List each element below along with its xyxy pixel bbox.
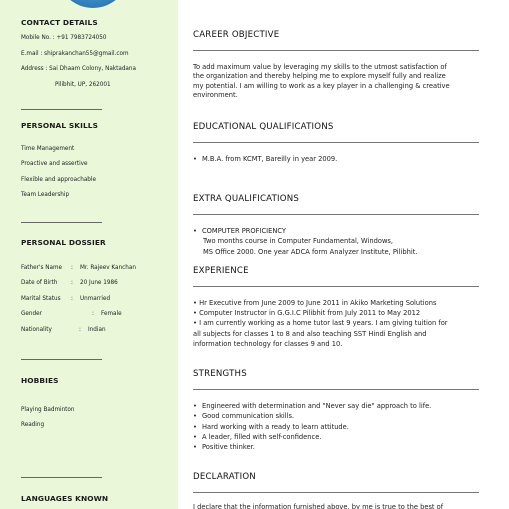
declaration-heading: DECLARATION — [193, 472, 256, 482]
strength-text: Engineered with determination and "Never say die" approach to life. — [202, 402, 432, 410]
hobby-item: Reading — [21, 422, 45, 429]
hobbies-heading: HOBBIES — [21, 376, 59, 385]
address-line-1: Address : Sai Dhaam Colony, Naktadana — [21, 66, 136, 72]
dossier-sep: : — [79, 326, 81, 333]
languages-heading: LANGUAGES KNOWN — [21, 494, 109, 503]
objective-line: To add maximum value by leveraging my skills to the utmost satisfaction of — [193, 63, 447, 71]
dossier-value: 20 June 1986 — [80, 280, 118, 287]
strengths-heading: STRENGTHS — [193, 369, 247, 379]
contact-details-section — [21, 18, 171, 93]
experience-continuation: information technology for classes 9 and 10. — [193, 339, 343, 348]
personal-skills-heading: PERSONAL SKILLS — [21, 121, 98, 130]
bullet: • — [193, 227, 197, 235]
bullet: • — [193, 299, 197, 307]
strengths-section — [193, 369, 483, 379]
career-objective-heading: CAREER OBJECTIVE — [193, 30, 280, 40]
dossier-key: Gender — [21, 311, 42, 318]
experience-item — [193, 298, 483, 308]
declaration-text — [193, 503, 483, 509]
career-objective-text — [193, 63, 483, 100]
bullet: • — [193, 432, 197, 441]
objective-line: the organization and thereby helping me to explore myself fully and realize — [193, 72, 446, 81]
bullet: • — [193, 412, 197, 421]
email-address: E.mail : shiprakanchan55@gmail.com — [21, 50, 129, 57]
address-line-2: Pilibhit, UP, 262001 — [55, 81, 111, 88]
education-section — [193, 122, 483, 132]
objective-line: environment. — [193, 90, 238, 99]
experience-continuation: all subjects for classes 1 to 8 and also teaching SST Hindi English and — [193, 329, 427, 338]
personal-skills-section — [21, 121, 171, 204]
extra-qualifications-section — [193, 194, 483, 204]
bullet: • — [193, 155, 197, 163]
skill-item: Team Leadership — [21, 192, 70, 199]
profile-photo — [57, 0, 129, 8]
bullet: • — [193, 309, 197, 318]
hobbies-section — [21, 376, 171, 434]
skill-item: Time Management — [21, 146, 75, 152]
experience-text: I am currently working as a home tutor last 9 years. I am giving tuition for — [199, 319, 448, 328]
strength-text: Positive thinker. — [202, 443, 255, 452]
personal-dossier-section — [21, 238, 171, 338]
sidebar — [0, 0, 178, 509]
extra-qualifications-heading: EXTRA QUALIFICATIONS — [193, 194, 300, 204]
declaration-line: I declare that the information furnished above, by me is true to the best of — [193, 503, 444, 509]
extra-sub-line: MS Office 2000. One year ADCA form Analyzer Institute, Pilibhit. — [203, 247, 418, 256]
objective-line: my potential. I am willing to work as a key player in a challenging & creative — [193, 81, 450, 90]
declaration-section — [193, 472, 483, 482]
contact-details-heading: CONTACT DETAILS — [21, 18, 98, 27]
strength-item — [193, 411, 483, 421]
hobby-item: Playing Badminton — [21, 407, 75, 413]
divider — [21, 359, 102, 360]
strengths-list — [193, 401, 483, 452]
divider — [21, 477, 102, 478]
bullet: • — [193, 402, 197, 410]
dossier-key: Marital Status — [21, 295, 61, 302]
experience-text: Hr Executive from June 2009 to June 2011 in Akiko Marketing Solutions — [199, 299, 437, 307]
dossier-row — [21, 307, 171, 322]
dossier-row — [21, 276, 171, 291]
education-heading: EDUCATIONAL QUALIFICATIONS — [193, 122, 334, 132]
extra-item-title: COMPUTER PROFICIENCY — [202, 227, 286, 235]
strength-text: Hard working with a ready to learn attitude. — [202, 422, 349, 431]
dossier-sep: : — [92, 311, 94, 318]
section-rule — [193, 389, 479, 390]
education-item — [193, 154, 483, 164]
strength-text: Good communication skills. — [202, 412, 295, 421]
strength-item — [193, 422, 483, 432]
section-rule — [193, 214, 479, 215]
divider — [21, 222, 102, 223]
dossier-sep: : — [71, 280, 73, 287]
bullet: • — [193, 443, 197, 452]
dossier-key: Nationality — [21, 326, 52, 333]
education-text: M.B.A. from KCMT, Bareilly in year 2009. — [202, 155, 338, 163]
dossier-sep: : — [71, 295, 73, 302]
bullet: • — [193, 422, 197, 431]
section-rule — [193, 286, 479, 287]
experience-text: Computer Instructor in G.G.I.C Pilibhit from July 2011 to May 2012 — [199, 309, 421, 318]
dossier-value: Female — [101, 311, 122, 318]
strength-text: A leader, filled with self-confidence. — [202, 432, 322, 441]
extra-qualifications-list — [193, 226, 483, 257]
main-content — [193, 0, 483, 509]
dossier-row — [21, 261, 171, 276]
dossier-key: Father's Name — [21, 265, 63, 271]
strength-item — [193, 442, 483, 452]
section-rule — [193, 492, 479, 493]
dossier-row — [21, 323, 171, 338]
career-objective-section — [193, 30, 483, 40]
experience-item — [193, 318, 483, 328]
strength-item — [193, 401, 483, 411]
languages-section — [21, 494, 171, 503]
education-list — [193, 154, 483, 164]
dossier-key: Date of Birth — [21, 280, 58, 287]
dossier-value: Unmarried — [80, 295, 111, 302]
skill-item: Flexible and approachable — [21, 176, 96, 183]
extra-item — [193, 226, 483, 236]
extra-sub-line: Two months course in Computer Fundamental, Windows, — [203, 237, 394, 246]
strength-item — [193, 432, 483, 442]
section-rule — [193, 50, 479, 51]
experience-item — [193, 308, 483, 318]
skill-item: Proactive and assertive — [21, 161, 88, 168]
section-rule — [193, 142, 479, 143]
mobile-number: Mobile No. : +91 7983724050 — [21, 35, 107, 41]
experience-list — [193, 298, 483, 349]
dossier-sep: : — [71, 265, 73, 271]
personal-dossier-heading: PERSONAL DOSSIER — [21, 238, 106, 247]
dossier-value: Indian — [88, 326, 106, 333]
dossier-value: Mr. Rajeev Kanchan — [80, 265, 136, 271]
bullet: • — [193, 319, 197, 328]
divider — [21, 109, 102, 110]
experience-section — [193, 266, 483, 276]
dossier-row — [21, 292, 171, 307]
experience-heading: EXPERIENCE — [193, 266, 249, 276]
